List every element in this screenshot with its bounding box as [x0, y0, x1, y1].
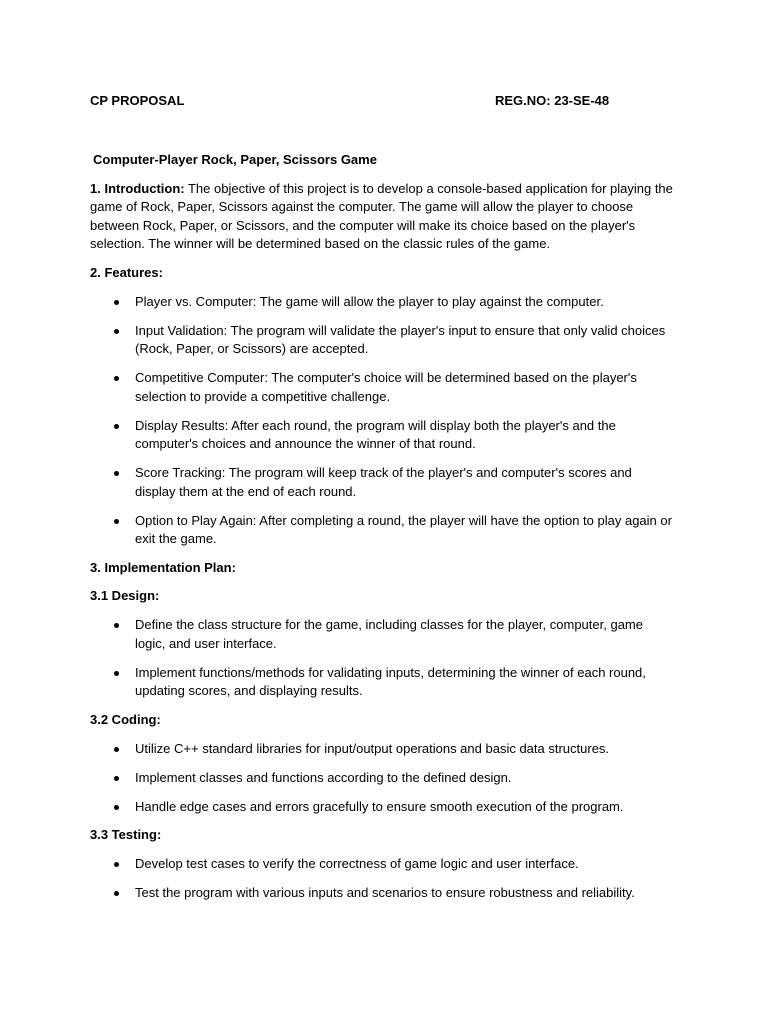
list-item: Implement classes and functions according to the defined design. — [90, 769, 675, 788]
list-item: Score Tracking: The program will keep track of the player's and computer's scores and display them at the end of each round. — [90, 464, 675, 501]
list-item: Implement functions/methods for validating inputs, determining the winner of each round, updating scores, and displaying results. — [90, 664, 675, 701]
implementation-heading: 3. Implementation Plan: — [90, 559, 236, 575]
features-heading: 2. Features: — [90, 264, 163, 280]
document-page — [90, 92, 675, 903]
testing-list — [90, 855, 675, 903]
list-item: Input Validation: The program will validate the player's input to ensure that only valid choices (Rock, Paper, or Scissors) are accepted. — [90, 322, 675, 359]
coding-list — [90, 740, 675, 817]
document-header — [90, 92, 675, 111]
list-item: Player vs. Computer: The game will allow the player to play against the computer. — [90, 293, 675, 312]
document-title: Computer-Player Rock, Paper, Scissors Game — [93, 152, 377, 167]
features-list — [90, 293, 675, 549]
introduction-label: 1. Introduction: — [90, 180, 185, 196]
design-heading: 3.1 Design: — [90, 588, 160, 603]
list-item: Display Results: After each round, the program will display both the player's and the computer's choices and announce the winner of that round. — [90, 417, 675, 454]
list-item: Handle edge cases and errors gracefully to ensure smooth execution of the program. — [90, 798, 675, 817]
testing-heading: 3.3 Testing: — [90, 827, 162, 842]
introduction-paragraph — [90, 180, 675, 254]
list-item: Develop test cases to verify the correctness of game logic and user interface. — [90, 855, 675, 874]
list-item: Utilize C++ standard libraries for input/output operations and basic data structures. — [90, 740, 675, 759]
proposal-label: CP PROPOSAL — [90, 93, 185, 108]
registration-number: REG.NO: 23-SE-48 — [495, 93, 610, 108]
list-item: Define the class structure for the game, including classes for the player, computer, game logic, and user interface. — [90, 616, 675, 653]
list-item: Competitive Computer: The computer's choice will be determined based on the player's selection to provide a competitive challenge. — [90, 369, 675, 406]
list-item: Option to Play Again: After completing a round, the player will have the option to play again or exit the game. — [90, 512, 675, 549]
list-item: Test the program with various inputs and scenarios to ensure robustness and reliability. — [90, 884, 675, 903]
coding-heading: 3.2 Coding: — [90, 711, 161, 727]
introduction-text: The objective of this project is to develop a console-based application for playing the game of Rock, Paper, Scissors against the computer. The game will allow the player to choose between Rock, Paper, or Scissors, and the computer will make its choice based on the player's selection. The winner will be determined based on the classic rules of the game. — [90, 180, 673, 251]
design-list — [90, 616, 675, 701]
